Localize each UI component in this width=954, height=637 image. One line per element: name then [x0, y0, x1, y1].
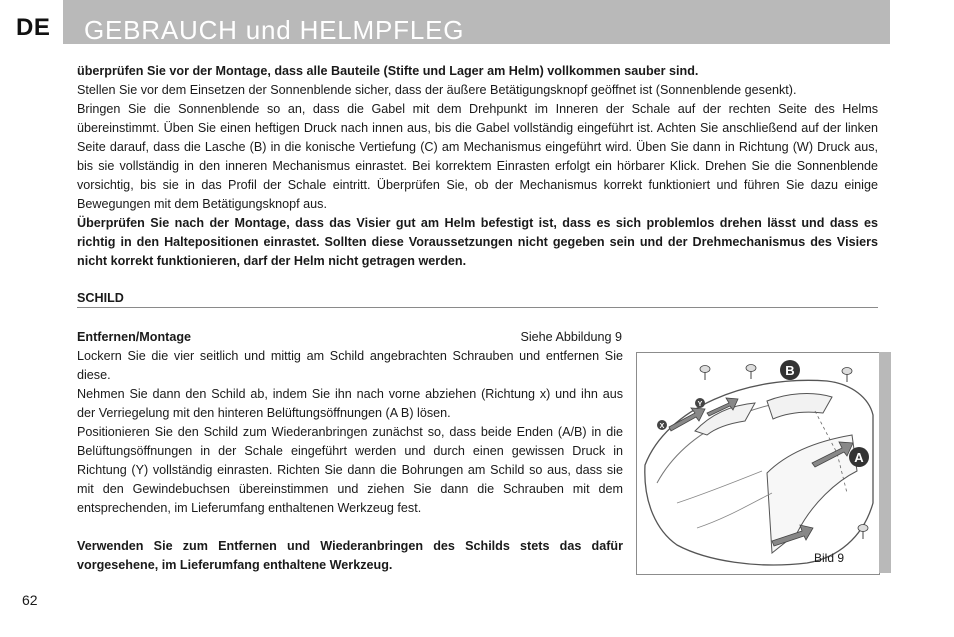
- callout-b-badge: [780, 360, 800, 380]
- screw-icon: [746, 365, 756, 380]
- callout-y-badge: [695, 398, 705, 408]
- figure-9: [636, 352, 880, 575]
- callout-y-label: Y: [697, 401, 703, 408]
- intro-paragraph: überprüfen Sie vor der Montage, dass alle Bauteile (Stifte und Lager am Helm) vollkommen sauber sind.: [77, 64, 699, 78]
- page-title: GEBRAUCH und HELMPFLEG: [84, 15, 465, 45]
- callout-a-label: A: [854, 450, 864, 465]
- screw-icon: [700, 366, 710, 381]
- page-number: 62: [22, 592, 38, 608]
- callout-x-badge: [657, 420, 667, 430]
- section-paragraph: Lockern Sie die vier seitlich und mittig am Schild angebrachten Schrauben und entfernen Sie diese.: [77, 349, 623, 382]
- section-text: [77, 347, 623, 575]
- language-code: DE: [16, 14, 51, 41]
- section-title: SCHILD: [77, 290, 878, 308]
- callout-x-label: X: [659, 423, 665, 430]
- screw-icon: [842, 368, 852, 383]
- section-paragraph: Positionieren Sie den Schild zum Wiederanbringen zunächst so, dass beide Enden (A/B) in die Belüftungsöffnungen in der Schale eingeführt werden und durch einen gewissen Druck in Richtung (Y) vollständig einrasten. Richten Sie dann die Bohrungen am Schild so aus, dass sie mit den Gewindebuchsen übereinstimmen und ziehen Sie dann die Schrauben mit dem entsprechenden, im Lieferumfang enthaltenen Werkzeug fest.: [77, 425, 623, 515]
- callout-b-label: B: [785, 363, 795, 378]
- subsection-title: Entfernen/Montage: [77, 330, 192, 344]
- intro-paragraph: Stellen Sie vor dem Einsetzen der Sonnenblende sicher, dass der äußere Betätigungsknopf geöffnet ist (Sonnenblende gesenkt).: [77, 83, 797, 97]
- section-paragraph: Nehmen Sie dann den Schild ab, indem Sie ihn nach vorne abziehen (Richtung x) und ihn aus der Verriegelung mit den hinteren Belüftungsöffnungen (A B) lösen.: [77, 387, 623, 420]
- figure-side-bar: [879, 352, 891, 573]
- subsection-header: [77, 329, 622, 345]
- intro-paragraph: Bringen Sie die Sonnenblende so an, dass die Gabel mit dem Drehpunkt im Inneren der Schale auf der rechten Seite des Helms übereinstimmt. Üben Sie einen heftigen Druck nach innen aus, bis die Gabel vollständig eingeführt ist. Achten Sie anschließend auf der linken Seite darauf, dass die Lasche (B) in die konische Vertiefung (C) am Mechanismus eingeführt wird. Üben Sie dann in Richtung (W) Druck aus, bis sie vollständig in den inneren Mechanismus einrastet. Bei korrektem Einrasten erfolgt ein hörbarer Klick. Drehen Sie die Sonnenblende vorsichtig, bis sie in das Profil der Schale eintritt. Überprüfen Sie, ob der Mechanismus korrekt funktioniert und führen Sie dazu einige Bewegungen mit dem Betätigungsknopf aus.: [77, 102, 878, 211]
- intro-text: [77, 62, 878, 271]
- section-note: Verwenden Sie zum Entfernen und Wiederanbringen des Schilds stets das dafür vorgesehene, im Lieferumfang enthaltene Werkzeug.: [77, 539, 623, 572]
- shell-detail-line: [677, 471, 762, 503]
- figure-caption: Bild 9: [814, 551, 845, 565]
- top-vent: [767, 394, 832, 419]
- helmet-peak-illustration: [637, 353, 879, 574]
- figure-reference: Siehe Abbildung 9: [520, 330, 622, 344]
- intro-warning: Überprüfen Sie nach der Montage, dass das Visier gut am Helm befestigt ist, dass es sich problemlos drehen lässt und dass es richtig in den Haltepositionen einrastet. Sollten diese Voraussetzungen nicht gegeben sein und der Drehmechanismus des Visiers nicht korrekt funktionieren, darf der Helm nicht getragen werden.: [77, 216, 878, 268]
- callout-a-badge: [849, 447, 869, 467]
- shell-detail-line: [697, 493, 772, 528]
